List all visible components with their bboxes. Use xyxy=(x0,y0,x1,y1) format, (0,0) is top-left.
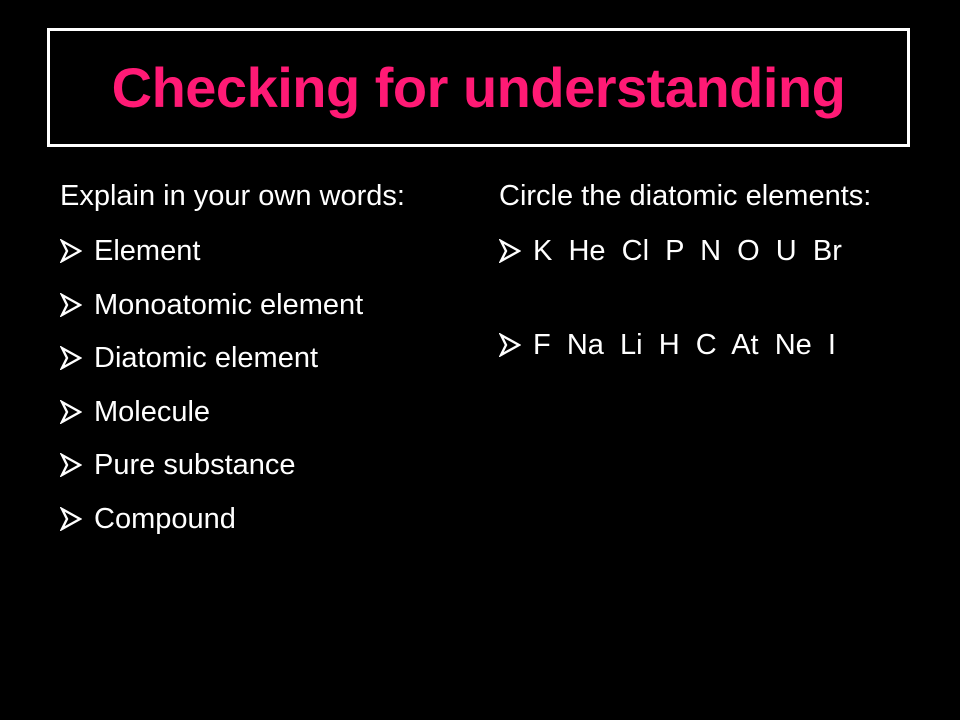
arrow-bullet-icon xyxy=(499,231,533,271)
term-label: Diatomic element xyxy=(94,342,319,374)
term-label: Molecule xyxy=(94,395,211,428)
slide-title: Checking for understanding xyxy=(111,55,846,119)
element-symbols: F Na Li H C At Ne I xyxy=(533,329,836,361)
arrow-bullet-icon xyxy=(60,231,94,271)
list-item xyxy=(60,338,470,378)
list-item xyxy=(60,392,470,432)
right-column xyxy=(499,176,919,379)
list-item xyxy=(60,285,470,325)
left-prompt: Explain in your own words: xyxy=(60,180,405,212)
arrow-bullet-icon xyxy=(60,338,94,378)
arrow-bullet-icon xyxy=(499,325,533,365)
element-list xyxy=(499,231,919,365)
term-list xyxy=(60,231,470,539)
arrow-bullet-icon xyxy=(60,445,94,485)
term-label: Element xyxy=(94,235,201,267)
list-item xyxy=(499,231,919,271)
left-column xyxy=(60,176,470,552)
arrow-bullet-icon xyxy=(60,499,94,539)
list-item xyxy=(60,499,470,539)
term-label: Pure substance xyxy=(94,449,296,481)
arrow-bullet-icon xyxy=(60,392,94,432)
arrow-bullet-icon xyxy=(60,285,94,325)
list-item xyxy=(60,231,470,271)
list-item xyxy=(499,325,919,365)
element-symbols: K He Cl P N O U Br xyxy=(533,235,842,267)
term-label: Compound xyxy=(94,502,236,535)
list-item xyxy=(60,445,470,485)
title-frame xyxy=(47,28,910,147)
term-label: Monoatomic element xyxy=(94,288,364,321)
right-prompt: Circle the diatomic elements: xyxy=(499,180,872,212)
